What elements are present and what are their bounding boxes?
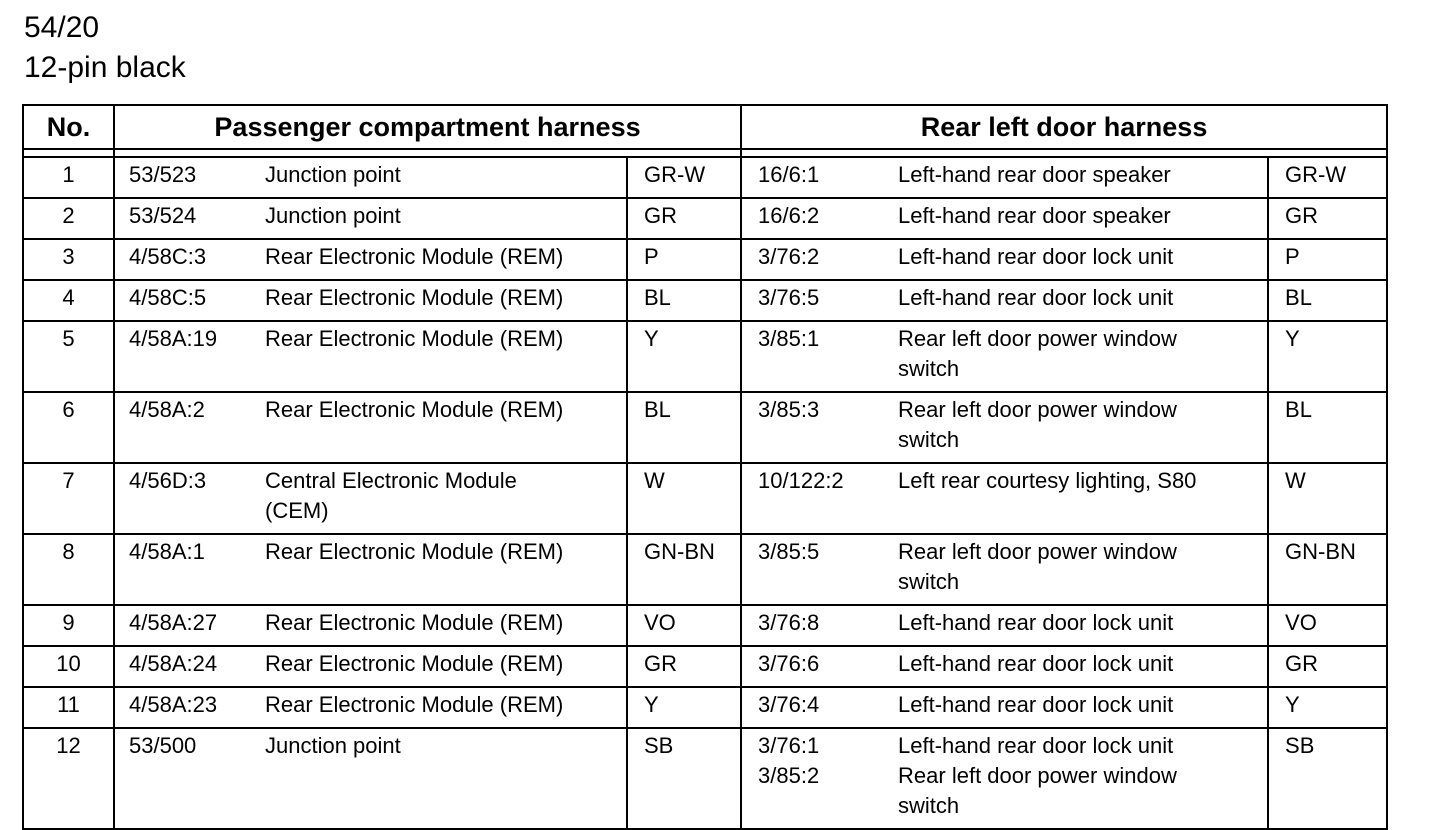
table-row — [23, 646, 1387, 687]
rear-left-component-description — [882, 392, 1268, 463]
cell-line: Left-hand rear door lock unit — [898, 692, 1174, 717]
pin-number: 8 — [23, 534, 114, 605]
passenger-component-code: 4/58C:5 — [114, 280, 257, 321]
cell-line: Left-hand rear door lock unit — [898, 244, 1174, 269]
rear-left-component-description — [882, 534, 1268, 605]
pin-number: 4 — [23, 280, 114, 321]
rear-left-wire-color: SB — [1268, 728, 1387, 829]
passenger-component-description — [257, 198, 627, 239]
rear-left-wire-color: P — [1268, 239, 1387, 280]
passenger-component-description — [257, 157, 627, 198]
cell-line: Rear Electronic Module (REM) — [265, 539, 564, 564]
cell-line: Left-hand rear door speaker — [898, 203, 1171, 228]
passenger-component-description — [257, 392, 627, 463]
table-header-row — [23, 105, 1387, 149]
cell-line: 3/76:8 — [758, 610, 820, 635]
cell-line: Left-hand rear door lock unit — [898, 733, 1174, 758]
passenger-wire-color: GR-W — [627, 157, 741, 198]
rear-left-wire-color: GR — [1268, 646, 1387, 687]
passenger-wire-color: BL — [627, 392, 741, 463]
header-divider — [23, 149, 1387, 157]
passenger-wire-color: Y — [627, 687, 741, 728]
passenger-component-description — [257, 239, 627, 280]
cell-line: 3/76:4 — [758, 692, 820, 717]
table-row — [23, 239, 1387, 280]
rear-left-wire-color: Y — [1268, 687, 1387, 728]
rear-left-component-description — [882, 605, 1268, 646]
cell-line: (CEM) — [265, 498, 329, 523]
passenger-component-code: 4/58C:3 — [114, 239, 257, 280]
passenger-wire-color: BL — [627, 280, 741, 321]
rear-left-component-code — [741, 198, 882, 239]
cell-line: Central Electronic Module — [265, 468, 517, 493]
rear-left-component-description — [882, 198, 1268, 239]
pin-number: 5 — [23, 321, 114, 392]
connector-description: 12-pin black — [24, 51, 186, 84]
passenger-component-code: 4/56D:3 — [114, 463, 257, 534]
cell-line: Rear left door power window — [898, 326, 1177, 351]
cell-line: 3/85:2 — [758, 763, 820, 788]
rear-left-component-description — [882, 157, 1268, 198]
connector-pin-table — [22, 104, 1388, 830]
rear-left-component-description — [882, 463, 1268, 534]
passenger-wire-color: GR — [627, 198, 741, 239]
pin-number: 11 — [23, 687, 114, 728]
rear-left-wire-color: BL — [1268, 392, 1387, 463]
rear-left-component-description — [882, 687, 1268, 728]
passenger-component-code: 4/58A:2 — [114, 392, 257, 463]
cell-line: Left-hand rear door lock unit — [898, 285, 1174, 310]
cell-line: Left-hand rear door speaker — [898, 162, 1171, 187]
passenger-component-code: 4/58A:24 — [114, 646, 257, 687]
passenger-component-description — [257, 687, 627, 728]
cell-line: switch — [898, 569, 960, 594]
cell-line: Rear Electronic Module (REM) — [265, 326, 564, 351]
passenger-component-code: 53/523 — [114, 157, 257, 198]
cell-line: 10/122:2 — [758, 468, 844, 493]
cell-line: 16/6:2 — [758, 203, 820, 228]
passenger-component-code: 4/58A:23 — [114, 687, 257, 728]
rear-left-component-code — [741, 687, 882, 728]
rear-left-component-code — [741, 239, 882, 280]
passenger-component-description — [257, 321, 627, 392]
pin-number: 12 — [23, 728, 114, 829]
passenger-component-code: 4/58A:19 — [114, 321, 257, 392]
rear-left-wire-color: GR — [1268, 198, 1387, 239]
column-header-no: No. — [23, 105, 114, 149]
passenger-wire-color: GN-BN — [627, 534, 741, 605]
table-row — [23, 280, 1387, 321]
rear-left-component-code — [741, 321, 882, 392]
passenger-component-description — [257, 605, 627, 646]
rear-left-component-code — [741, 463, 882, 534]
passenger-component-description — [257, 728, 627, 829]
rear-left-component-description — [882, 321, 1268, 392]
cell-line: 16/6:1 — [758, 162, 820, 187]
cell-line: Rear Electronic Module (REM) — [265, 285, 564, 310]
cell-line: Left-hand rear door lock unit — [898, 651, 1174, 676]
cell-line: switch — [898, 356, 960, 381]
table-row — [23, 463, 1387, 534]
rear-left-component-code — [741, 605, 882, 646]
pin-number: 9 — [23, 605, 114, 646]
rear-left-component-code — [741, 534, 882, 605]
rear-left-wire-color: W — [1268, 463, 1387, 534]
rear-left-wire-color: BL — [1268, 280, 1387, 321]
passenger-wire-color: Y — [627, 321, 741, 392]
rear-left-component-description — [882, 239, 1268, 280]
passenger-wire-color: W — [627, 463, 741, 534]
cell-line: 3/85:5 — [758, 539, 820, 564]
passenger-component-code: 53/524 — [114, 198, 257, 239]
rear-left-component-code — [741, 728, 882, 829]
cell-line: switch — [898, 427, 960, 452]
passenger-component-code: 53/500 — [114, 728, 257, 829]
passenger-wire-color: GR — [627, 646, 741, 687]
table-row — [23, 321, 1387, 392]
table-row — [23, 198, 1387, 239]
table-row — [23, 728, 1387, 829]
pin-number: 2 — [23, 198, 114, 239]
rear-left-component-code — [741, 392, 882, 463]
column-header-rear-left: Rear left door harness — [741, 105, 1387, 149]
rear-left-wire-color: GR-W — [1268, 157, 1387, 198]
cell-line: 3/76:6 — [758, 651, 820, 676]
column-header-passenger: Passenger compartment harness — [114, 105, 741, 149]
table-row — [23, 392, 1387, 463]
passenger-component-code: 4/58A:27 — [114, 605, 257, 646]
connector-title — [24, 8, 186, 88]
cell-line: Rear Electronic Module (REM) — [265, 244, 564, 269]
pin-number: 10 — [23, 646, 114, 687]
cell-line: Junction point — [265, 162, 401, 187]
passenger-component-description — [257, 463, 627, 534]
pin-number: 7 — [23, 463, 114, 534]
cell-line: Junction point — [265, 733, 401, 758]
passenger-wire-color: VO — [627, 605, 741, 646]
cell-line: 3/76:5 — [758, 285, 820, 310]
rear-left-component-code — [741, 280, 882, 321]
cell-line: 3/85:3 — [758, 397, 820, 422]
pin-number: 6 — [23, 392, 114, 463]
rear-left-component-code — [741, 157, 882, 198]
passenger-component-description — [257, 280, 627, 321]
cell-line: Left-hand rear door lock unit — [898, 610, 1174, 635]
cell-line: Rear Electronic Module (REM) — [265, 692, 564, 717]
pin-number: 3 — [23, 239, 114, 280]
table-row — [23, 534, 1387, 605]
table-body — [23, 157, 1387, 829]
cell-line: Junction point — [265, 203, 401, 228]
cell-line: switch — [898, 793, 960, 818]
connector-id: 54/20 — [24, 11, 100, 44]
rear-left-wire-color: GN-BN — [1268, 534, 1387, 605]
cell-line: Rear left door power window — [898, 539, 1177, 564]
cell-line: Left rear courtesy lighting, S80 — [898, 468, 1197, 493]
rear-left-wire-color: VO — [1268, 605, 1387, 646]
passenger-component-code: 4/58A:1 — [114, 534, 257, 605]
rear-left-component-description — [882, 280, 1268, 321]
passenger-wire-color: P — [627, 239, 741, 280]
rear-left-component-code — [741, 646, 882, 687]
cell-line: Rear Electronic Module (REM) — [265, 610, 564, 635]
table-row — [23, 687, 1387, 728]
pin-number: 1 — [23, 157, 114, 198]
rear-left-wire-color: Y — [1268, 321, 1387, 392]
table-row — [23, 605, 1387, 646]
rear-left-component-description — [882, 646, 1268, 687]
rear-left-component-description — [882, 728, 1268, 829]
table-row — [23, 157, 1387, 198]
cell-line: 3/85:1 — [758, 326, 820, 351]
cell-line: Rear left door power window — [898, 763, 1177, 788]
cell-line: Rear Electronic Module (REM) — [265, 651, 564, 676]
passenger-component-description — [257, 534, 627, 605]
cell-line: 3/76:2 — [758, 244, 820, 269]
cell-line: Rear Electronic Module (REM) — [265, 397, 564, 422]
cell-line: 3/76:1 — [758, 733, 820, 758]
cell-line: Rear left door power window — [898, 397, 1177, 422]
passenger-wire-color: SB — [627, 728, 741, 829]
passenger-component-description — [257, 646, 627, 687]
